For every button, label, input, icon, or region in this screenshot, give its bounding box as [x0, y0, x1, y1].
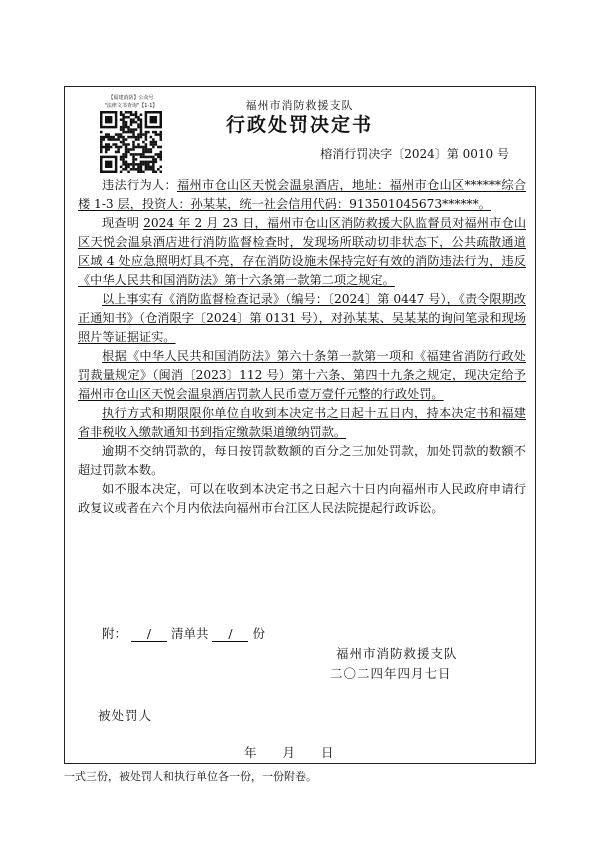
facts-details: 2024 年 2 月 23 日，福州市仓山区消防救援大队监督员对福州市仓山区天悦会温泉酒店进行消防监督检查时，发现场所联动切非状态下，公共疏散通道区域 4 处应急照明灯具不亮，存在消防设施未保持完好有效的消防违法行为，违反《中华人民共和国消防法》第十六条第一款第二项之规定。: [78, 216, 527, 287]
signing-date: 二〇二四年四月七日: [330, 666, 452, 681]
facts-lead: 现查明: [102, 216, 144, 230]
offender-paragraph: [78, 176, 526, 214]
attachment-count: /: [131, 626, 167, 642]
offender-details: 福州市仓山区天悦会温泉酒店，地址：福州市仓山区******综合楼 1-3 层，投资人：孙某某，统一社会信用代码：913501045673******。: [78, 178, 527, 211]
appeal-paragraph: 如不服本决定，可以在收到本决定书之日起六十日内向福州市人民政府申请行政复议或者在六个月内依法向福州市台江区人民法院提起行政诉讼。: [78, 482, 526, 515]
decision-paragraph: 根据《中华人民共和国消防法》第六十条第一款第一项和《福建省消防行政处罚裁量规定》（闽消〔2023〕112 号）第十六条、第四十九条之规定，现决定给予福州市仓山区天悦会温泉酒店罚款人民币壹万壹仟元整的行政处罚。: [78, 349, 526, 401]
offender-label: 违法行为人：: [102, 178, 177, 192]
receipt-year: 年: [244, 745, 257, 760]
document-title: 行政处罚决定书: [225, 114, 373, 136]
execution-paragraph: 执行方式和期限限你单位自收到本决定书之日起十五日内，持本决定书和福建省非税收入缴款通知书到指定缴款渠道缴纳罚款。: [78, 406, 526, 439]
attachment-line: [102, 624, 265, 642]
attachment-suffix: 份: [252, 626, 265, 641]
attachment-middle: 清单共: [170, 626, 209, 641]
document-body: [78, 176, 526, 518]
qr-caption-line1: 【福建消防】公众号: [108, 95, 154, 101]
signing-agency: 福州市消防救援支队: [336, 646, 458, 661]
late-payment-paragraph: 逾期不交纳罚款的，每日按罚款数额的百分之三加处罚款，加处罚款的数额不超过罚款本数。: [78, 444, 526, 477]
receipt-day: 日: [321, 745, 334, 760]
attachment-pages: /: [212, 626, 248, 642]
facts-paragraph: [78, 214, 526, 290]
copies-footnote: 一式三份，被处罚人和执行单位各一份，一份附卷。: [64, 770, 317, 783]
attachment-prefix: 附：: [102, 626, 128, 641]
agency-name-header: 福州市消防救援支队: [245, 99, 354, 112]
receipt-month: 月: [282, 745, 296, 760]
evidence-paragraph: 以上事实有《消防监督检查记录》（编号：〔2024〕第 0447 号），《责令限期改正通知书》（仓消限字〔2024〕第 0131 号），对孙某某、吴某某的询问笔录和现场照片等证据证实。: [78, 292, 526, 344]
qr-caption-line2: "法律文书查询"【1-1】: [104, 103, 158, 109]
document-number: 榕消行罚决字〔2024〕第 0010 号: [320, 147, 509, 161]
recipient-label: 被处罚人: [98, 708, 153, 723]
receipt-date-line: [244, 743, 360, 761]
